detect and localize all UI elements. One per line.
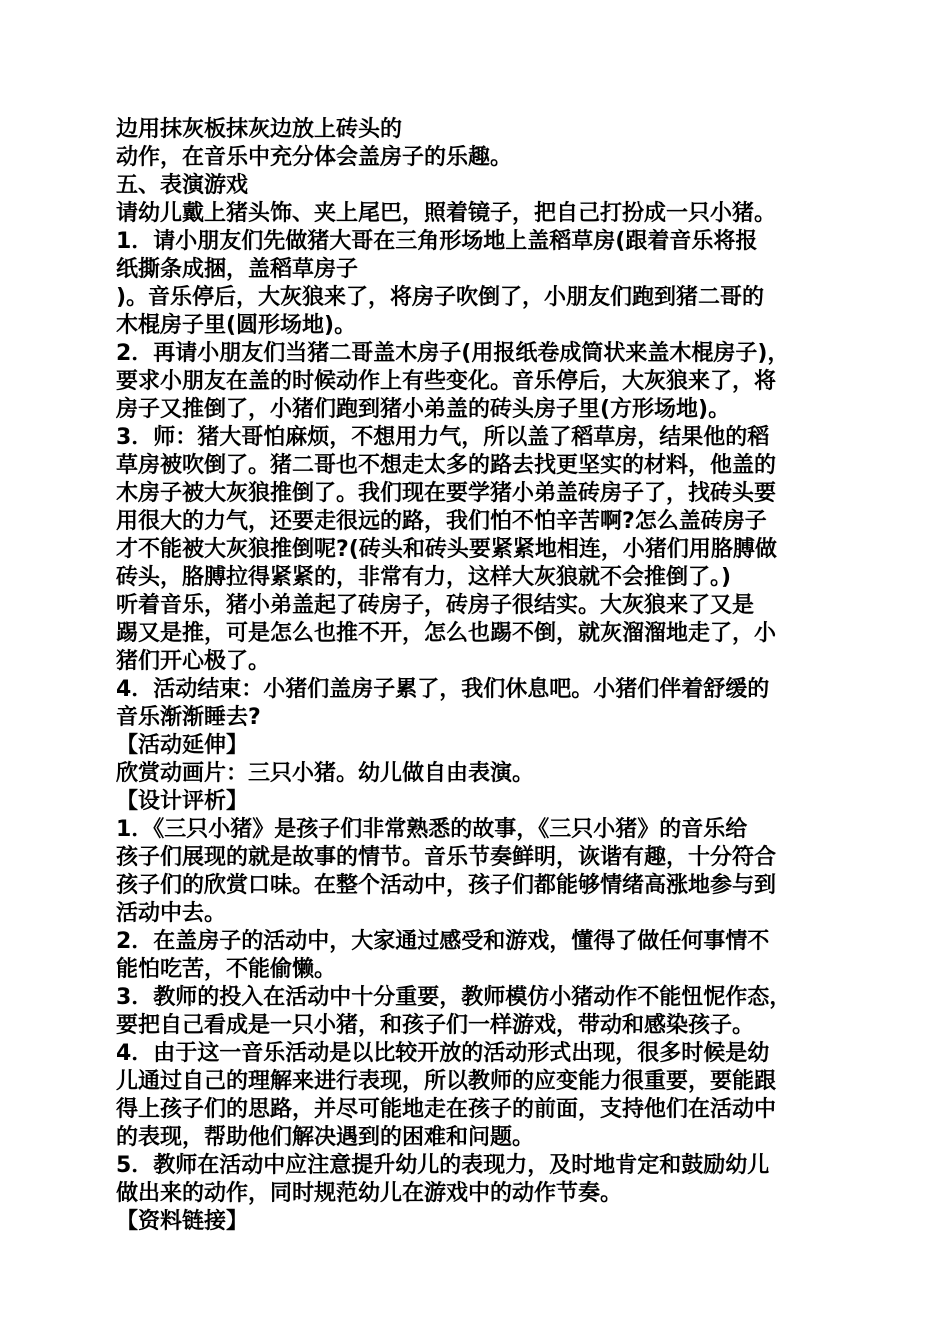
text-line: 的表现，帮助他们解决遇到的困难和问题。: [116, 1125, 535, 1150]
text-line: 请幼儿戴上猪头饰、夹上尾巴，照着镜子，把自己打扮成一只小猪。: [116, 201, 777, 226]
text-line: 听着音乐，猪小弟盖起了砖房子，砖房子很结实。大灰狼来了又是: [116, 593, 755, 618]
text-line: 1．《三只小猪》是孩子们非常熟悉的故事，《三只小猪》的音乐给: [116, 817, 748, 842]
text-line: 动作，在音乐中充分体会盖房子的乐趣。: [116, 145, 513, 170]
text-line: 孩子们的欣赏口味。在整个活动中，孩子们都能够情绪高涨地参与到: [116, 873, 777, 898]
section-heading: 【活动延伸】: [116, 733, 249, 758]
text-line: 用很大的力气，还要走很远的路，我们怕不怕辛苦啊?怎么盖砖房子: [116, 509, 767, 534]
text-line: 2．再请小朋友们当猪二哥盖木房子(用报纸卷成筒状来盖木棍房子)，: [116, 341, 790, 366]
text-line: 房子又推倒了，小猪们跑到猪小弟盖的砖头房子里(方形场地)。: [116, 397, 731, 422]
text-line: 要把自己看成是一只小猪，和孩子们一样游戏，带动和感染孩子。: [116, 1013, 755, 1038]
text-line: 纸撕条成捆，盖稻草房子: [116, 257, 359, 282]
text-line: 草房被吹倒了。猪二哥也不想走太多的路去找更坚实的材料，他盖的: [116, 453, 777, 478]
text-line: 5．教师在活动中应注意提升幼儿的表现力，及时地肯定和鼓励幼儿: [116, 1153, 770, 1178]
text-line: 要求小朋友在盖的时候动作上有些变化。音乐停后，大灰狼来了，将: [116, 369, 777, 394]
text-line: 1．请小朋友们先做猪大哥在三角形场地上盖稻草房(跟着音乐将报: [116, 229, 758, 254]
text-line: 才不能被大灰狼推倒呢?(砖头和砖头要紧紧地相连，小猪们用胳膊做: [116, 537, 777, 562]
text-line: 木棍房子里(圆形场地)。: [116, 313, 357, 338]
section-heading: 五、表演游戏: [116, 173, 249, 198]
text-line: 活动中去。: [116, 901, 227, 926]
text-line: 踢又是推，可是怎么也推不开，怎么也踢不倒，就灰溜溜地走了，小: [116, 621, 777, 646]
text-line: 4．活动结束：小猪们盖房子累了，我们休息吧。小猪们伴着舒缓的: [116, 677, 770, 702]
text-line: 木房子被大灰狼推倒了。我们现在要学猪小弟盖砖房子了，找砖头要: [116, 481, 777, 506]
text-line: 3．教师的投入在活动中十分重要，教师模仿小猪动作不能忸怩作态，: [116, 985, 792, 1010]
text-line: 砖头，胳膊拉得紧紧的，非常有力，这样大灰狼就不会推倒了。): [116, 565, 732, 590]
section-heading: 【设计评析】: [116, 789, 249, 814]
text-line: 做出来的动作，同时规范幼儿在游戏中的动作节奏。: [116, 1181, 623, 1206]
text-line: 欣赏动画片：三只小猪。幼儿做自由表演。: [116, 761, 535, 786]
text-line: 音乐渐渐睡去?: [116, 705, 261, 730]
text-line: 能怕吃苦，不能偷懒。: [116, 957, 337, 982]
text-line: 边用抹灰板抹灰边放上砖头的: [116, 117, 403, 142]
document-page: [116, 116, 846, 1236]
text-line: 猪们开心极了。: [116, 649, 271, 674]
text-line: 3．师：猪大哥怕麻烦，不想用力气，所以盖了稻草房，结果他的稻: [116, 425, 770, 450]
text-line: 孩子们展现的就是故事的情节。音乐节奏鲜明，诙谐有趣，十分符合: [116, 845, 777, 870]
text-line: )。音乐停后，大灰狼来了，将房子吹倒了，小朋友们跑到猪二哥的: [116, 285, 765, 310]
text-line: 得上孩子们的思路，并尽可能地走在孩子的前面，支持他们在活动中: [116, 1097, 777, 1122]
text-line: 4．由于这一音乐活动是以比较开放的活动形式出现，很多时候是幼: [116, 1041, 770, 1066]
text-line: 儿通过自己的理解来进行表现，所以教师的应变能力很重要，要能跟: [116, 1069, 777, 1094]
section-heading: 【资料链接】: [116, 1209, 249, 1234]
text-line: 2．在盖房子的活动中，大家通过感受和游戏，懂得了做任何事情不: [116, 929, 770, 954]
